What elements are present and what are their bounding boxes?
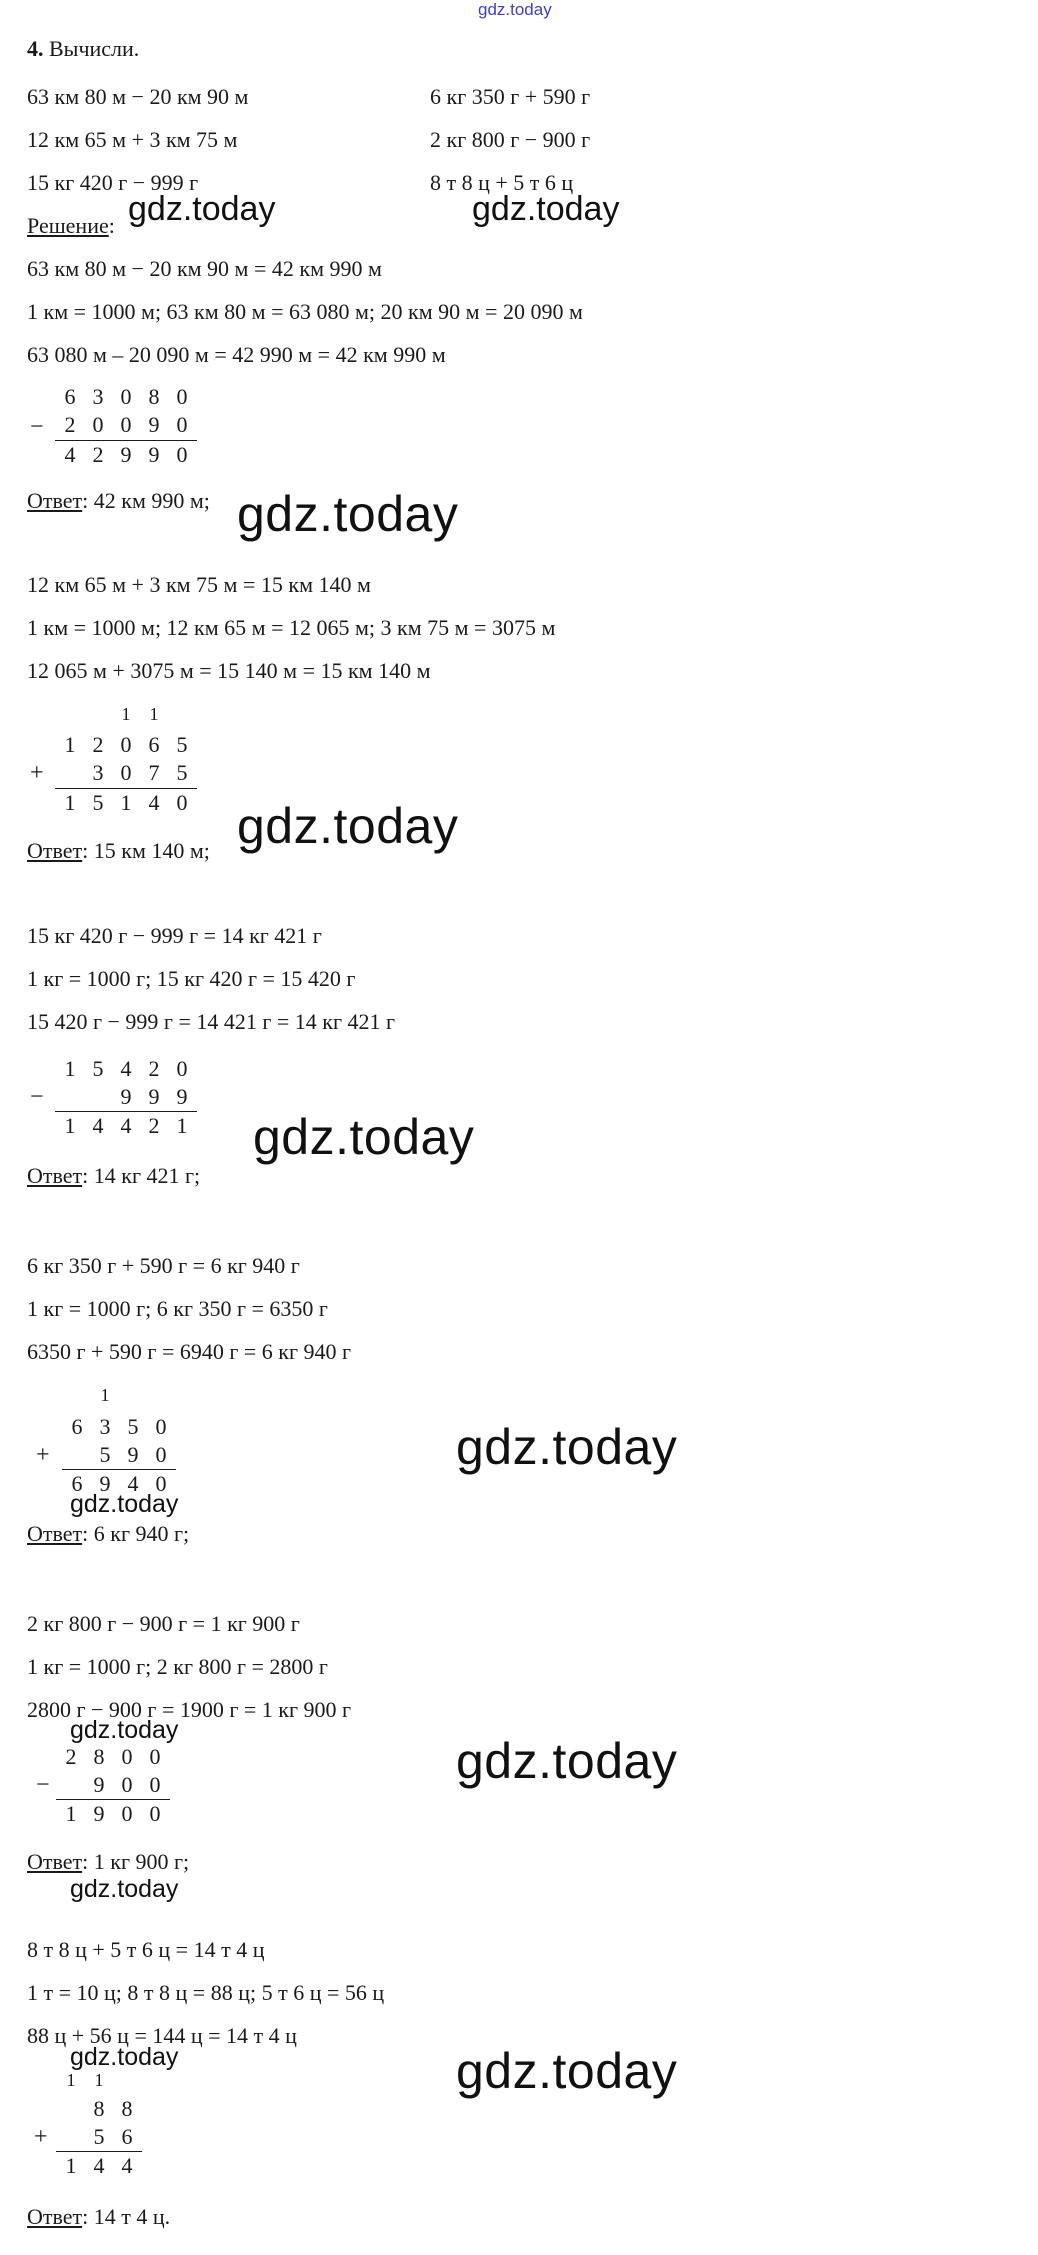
block4-line2: 1 кг = 1000 г; 6 кг 350 г = 6350 г: [27, 1296, 328, 1321]
block2-line2: 1 км = 1000 м; 12 км 65 м = 12 065 м; 3 км 75 м = 3075 м: [27, 615, 556, 640]
digit: 5: [176, 732, 188, 757]
answer-label: Ответ: [27, 1163, 83, 1188]
digit: 3: [92, 760, 104, 785]
answer-4: [27, 1521, 189, 1547]
digit: 8: [121, 2096, 133, 2121]
digit: 9: [176, 1084, 188, 1109]
digit: 0: [120, 732, 132, 757]
digit: 4: [64, 442, 76, 467]
watermark: gdz.today: [456, 1733, 678, 1789]
block6-line2: 1 т = 10 ц; 8 т 8 ц = 88 ц; 5 т 6 ц = 56 ц: [27, 1980, 385, 2005]
block1-line1: 63 км 80 м − 20 км 90 м = 42 км 990 м: [27, 256, 382, 281]
digit: 1: [65, 1801, 77, 1826]
answer-6: [27, 2204, 170, 2230]
digit: 1: [64, 1056, 76, 1081]
block5-line3: 2800 г − 900 г = 1900 г = 1 кг 900 г: [27, 1697, 352, 1722]
digit: 6: [64, 384, 76, 409]
digit: 6: [121, 2124, 133, 2149]
digit: 2: [65, 1744, 77, 1769]
answer-1: [27, 488, 210, 514]
operator: −: [30, 414, 44, 440]
digit: 4: [120, 1056, 132, 1081]
digit: 5: [93, 2124, 105, 2149]
digit: 4: [120, 1113, 132, 1138]
answer-label: Ответ: [27, 1521, 83, 1546]
sum-line: [56, 2151, 142, 2152]
answer-value: : 14 кг 421 г;: [82, 1163, 201, 1188]
digit: 0: [176, 1056, 188, 1081]
digit: 8: [93, 2096, 105, 2121]
block1-line2: 1 км = 1000 м; 63 км 80 м = 63 080 м; 20 км 90 м = 20 090 м: [27, 299, 583, 324]
task-number: 4.: [27, 36, 44, 61]
watermark: gdz.today: [70, 1490, 179, 1518]
block5-line2: 1 кг = 1000 г; 2 кг 800 г = 2800 г: [27, 1654, 328, 1679]
exercise-right-3: 8 т 8 ц + 5 т 6 ц: [430, 170, 574, 195]
carry-digit: 1: [149, 704, 159, 724]
operator: +: [36, 1442, 50, 1468]
solution-label: Решение: [27, 213, 109, 238]
digit: 0: [121, 1744, 133, 1769]
digit: 1: [176, 1113, 188, 1138]
watermark: gdz.today: [70, 1875, 179, 1903]
digit: 3: [92, 384, 104, 409]
answer-value: : 42 км 990 м;: [82, 488, 210, 513]
digit: 0: [149, 1772, 161, 1797]
digit: 8: [148, 384, 160, 409]
digit: 9: [148, 412, 160, 437]
digit: 1: [64, 732, 76, 757]
digit: 0: [149, 1801, 161, 1826]
watermark: gdz.today: [456, 2043, 678, 2099]
watermark: gdz.today: [456, 1419, 678, 1475]
sum-line: [55, 440, 197, 441]
operator: +: [30, 760, 44, 786]
exercise-right-2: 2 кг 800 г − 900 г: [430, 127, 591, 152]
exercise-left-2: 12 км 65 м + 3 км 75 м: [27, 127, 238, 152]
digit: 2: [92, 442, 104, 467]
sum-line: [55, 1111, 197, 1112]
exercise-right-1: 6 кг 350 г + 590 г: [430, 84, 591, 109]
watermark: gdz.today: [70, 1716, 179, 1744]
digit: 0: [92, 412, 104, 437]
digit: 9: [93, 1772, 105, 1797]
digit: 0: [149, 1744, 161, 1769]
digit: 0: [155, 1414, 167, 1439]
digit: 4: [127, 1471, 139, 1496]
sum-line: [56, 1799, 170, 1800]
sum-line: [55, 788, 197, 789]
block1-line3: 63 080 м – 20 090 м = 42 990 м = 42 км 990 м: [27, 342, 446, 367]
digit: 9: [127, 1442, 139, 1467]
digit: 9: [148, 442, 160, 467]
digit: 5: [92, 790, 104, 815]
operator: +: [34, 2124, 48, 2150]
digit: 2: [92, 732, 104, 757]
digit: 9: [148, 1084, 160, 1109]
digit: 0: [120, 412, 132, 437]
digit: 0: [155, 1471, 167, 1496]
answer-2: [27, 838, 210, 864]
digit: 1: [64, 1113, 76, 1138]
block4-line3: 6350 г + 590 г = 6940 г = 6 кг 940 г: [27, 1339, 352, 1364]
digit: 1: [64, 790, 76, 815]
digit: 5: [127, 1414, 139, 1439]
digit: 7: [148, 760, 160, 785]
block2-line3: 12 065 м + 3075 м = 15 140 м = 15 км 140 м: [27, 658, 431, 683]
task-title: [27, 36, 139, 62]
sum-line: [62, 1469, 176, 1470]
digit: 9: [93, 1801, 105, 1826]
solution-heading: Решение:: [27, 213, 115, 238]
block6-line1: 8 т 8 ц + 5 т 6 ц = 14 т 4 ц: [27, 1937, 265, 1962]
digit: 0: [176, 442, 188, 467]
carry-digit: 1: [66, 2070, 76, 2090]
watermark: gdz.today: [253, 1109, 475, 1165]
answer-label: Ответ: [27, 838, 83, 863]
digit: 4: [121, 2153, 133, 2178]
operator: −: [36, 1772, 50, 1798]
block5-line1: 2 кг 800 г − 900 г = 1 кг 900 г: [27, 1611, 300, 1636]
answer-5: [27, 1849, 189, 1875]
digit: 2: [148, 1113, 160, 1138]
block6-line3: 88 ц + 56 ц = 144 ц = 14 т 4 ц: [27, 2023, 297, 2048]
task-title-text: Вычисли.: [49, 36, 140, 61]
digit: 4: [92, 1113, 104, 1138]
digit: 9: [120, 442, 132, 467]
digit: 0: [155, 1442, 167, 1467]
answer-label: Ответ: [27, 2204, 83, 2229]
answer-value: : 6 кг 940 г;: [82, 1521, 190, 1546]
digit: 6: [71, 1414, 83, 1439]
block2-line1: 12 км 65 м + 3 км 75 м = 15 км 140 м: [27, 572, 371, 597]
digit: 6: [71, 1471, 83, 1496]
digit: 4: [93, 2153, 105, 2178]
digit: 0: [120, 760, 132, 785]
answer-value: : 14 т 4 ц.: [82, 2204, 171, 2229]
watermark: gdz.today: [237, 798, 459, 854]
digit: 2: [64, 412, 76, 437]
answer-3: [27, 1163, 200, 1189]
operator: −: [30, 1084, 44, 1110]
digit: 9: [99, 1471, 111, 1496]
digit: 6: [148, 732, 160, 757]
block3-line3: 15 420 г − 999 г = 14 421 г = 14 кг 421 г: [27, 1009, 396, 1034]
block3-line1: 15 кг 420 г − 999 г = 14 кг 421 г: [27, 923, 322, 948]
block4-line1: 6 кг 350 г + 590 г = 6 кг 940 г: [27, 1253, 300, 1278]
answer-label: Ответ: [27, 488, 83, 513]
watermark: gdz.today: [70, 2043, 179, 2071]
watermark: gdz.today: [128, 190, 276, 228]
digit: 1: [65, 2153, 77, 2178]
answer-label: Ответ: [27, 1849, 83, 1874]
answer-value: : 15 км 140 м;: [82, 838, 210, 863]
block3-line2: 1 кг = 1000 г; 15 кг 420 г = 15 420 г: [27, 966, 356, 991]
digit: 5: [176, 760, 188, 785]
digit: 0: [121, 1772, 133, 1797]
digit: 0: [176, 790, 188, 815]
digit: 0: [121, 1801, 133, 1826]
exercise-left-3: 15 кг 420 г − 999 г: [27, 170, 199, 195]
carry-digit: 1: [100, 1385, 110, 1405]
watermark: gdz.today: [472, 190, 620, 228]
site-header-watermark: gdz.today: [478, 0, 552, 19]
exercise-left-1: 63 км 80 м − 20 км 90 м: [27, 84, 249, 109]
digit: 8: [93, 1744, 105, 1769]
digit: 3: [99, 1414, 111, 1439]
digit: 0: [120, 384, 132, 409]
digit: 5: [99, 1442, 111, 1467]
watermark: gdz.today: [237, 486, 459, 542]
digit: 1: [120, 790, 132, 815]
digit: 0: [176, 384, 188, 409]
carry-digit: 1: [121, 704, 131, 724]
digit: 0: [176, 412, 188, 437]
answer-value: : 1 кг 900 г;: [82, 1849, 190, 1874]
digit: 9: [120, 1084, 132, 1109]
carry-digit: 1: [94, 2070, 104, 2090]
digit: 4: [148, 790, 160, 815]
digit: 2: [148, 1056, 160, 1081]
digit: 5: [92, 1056, 104, 1081]
